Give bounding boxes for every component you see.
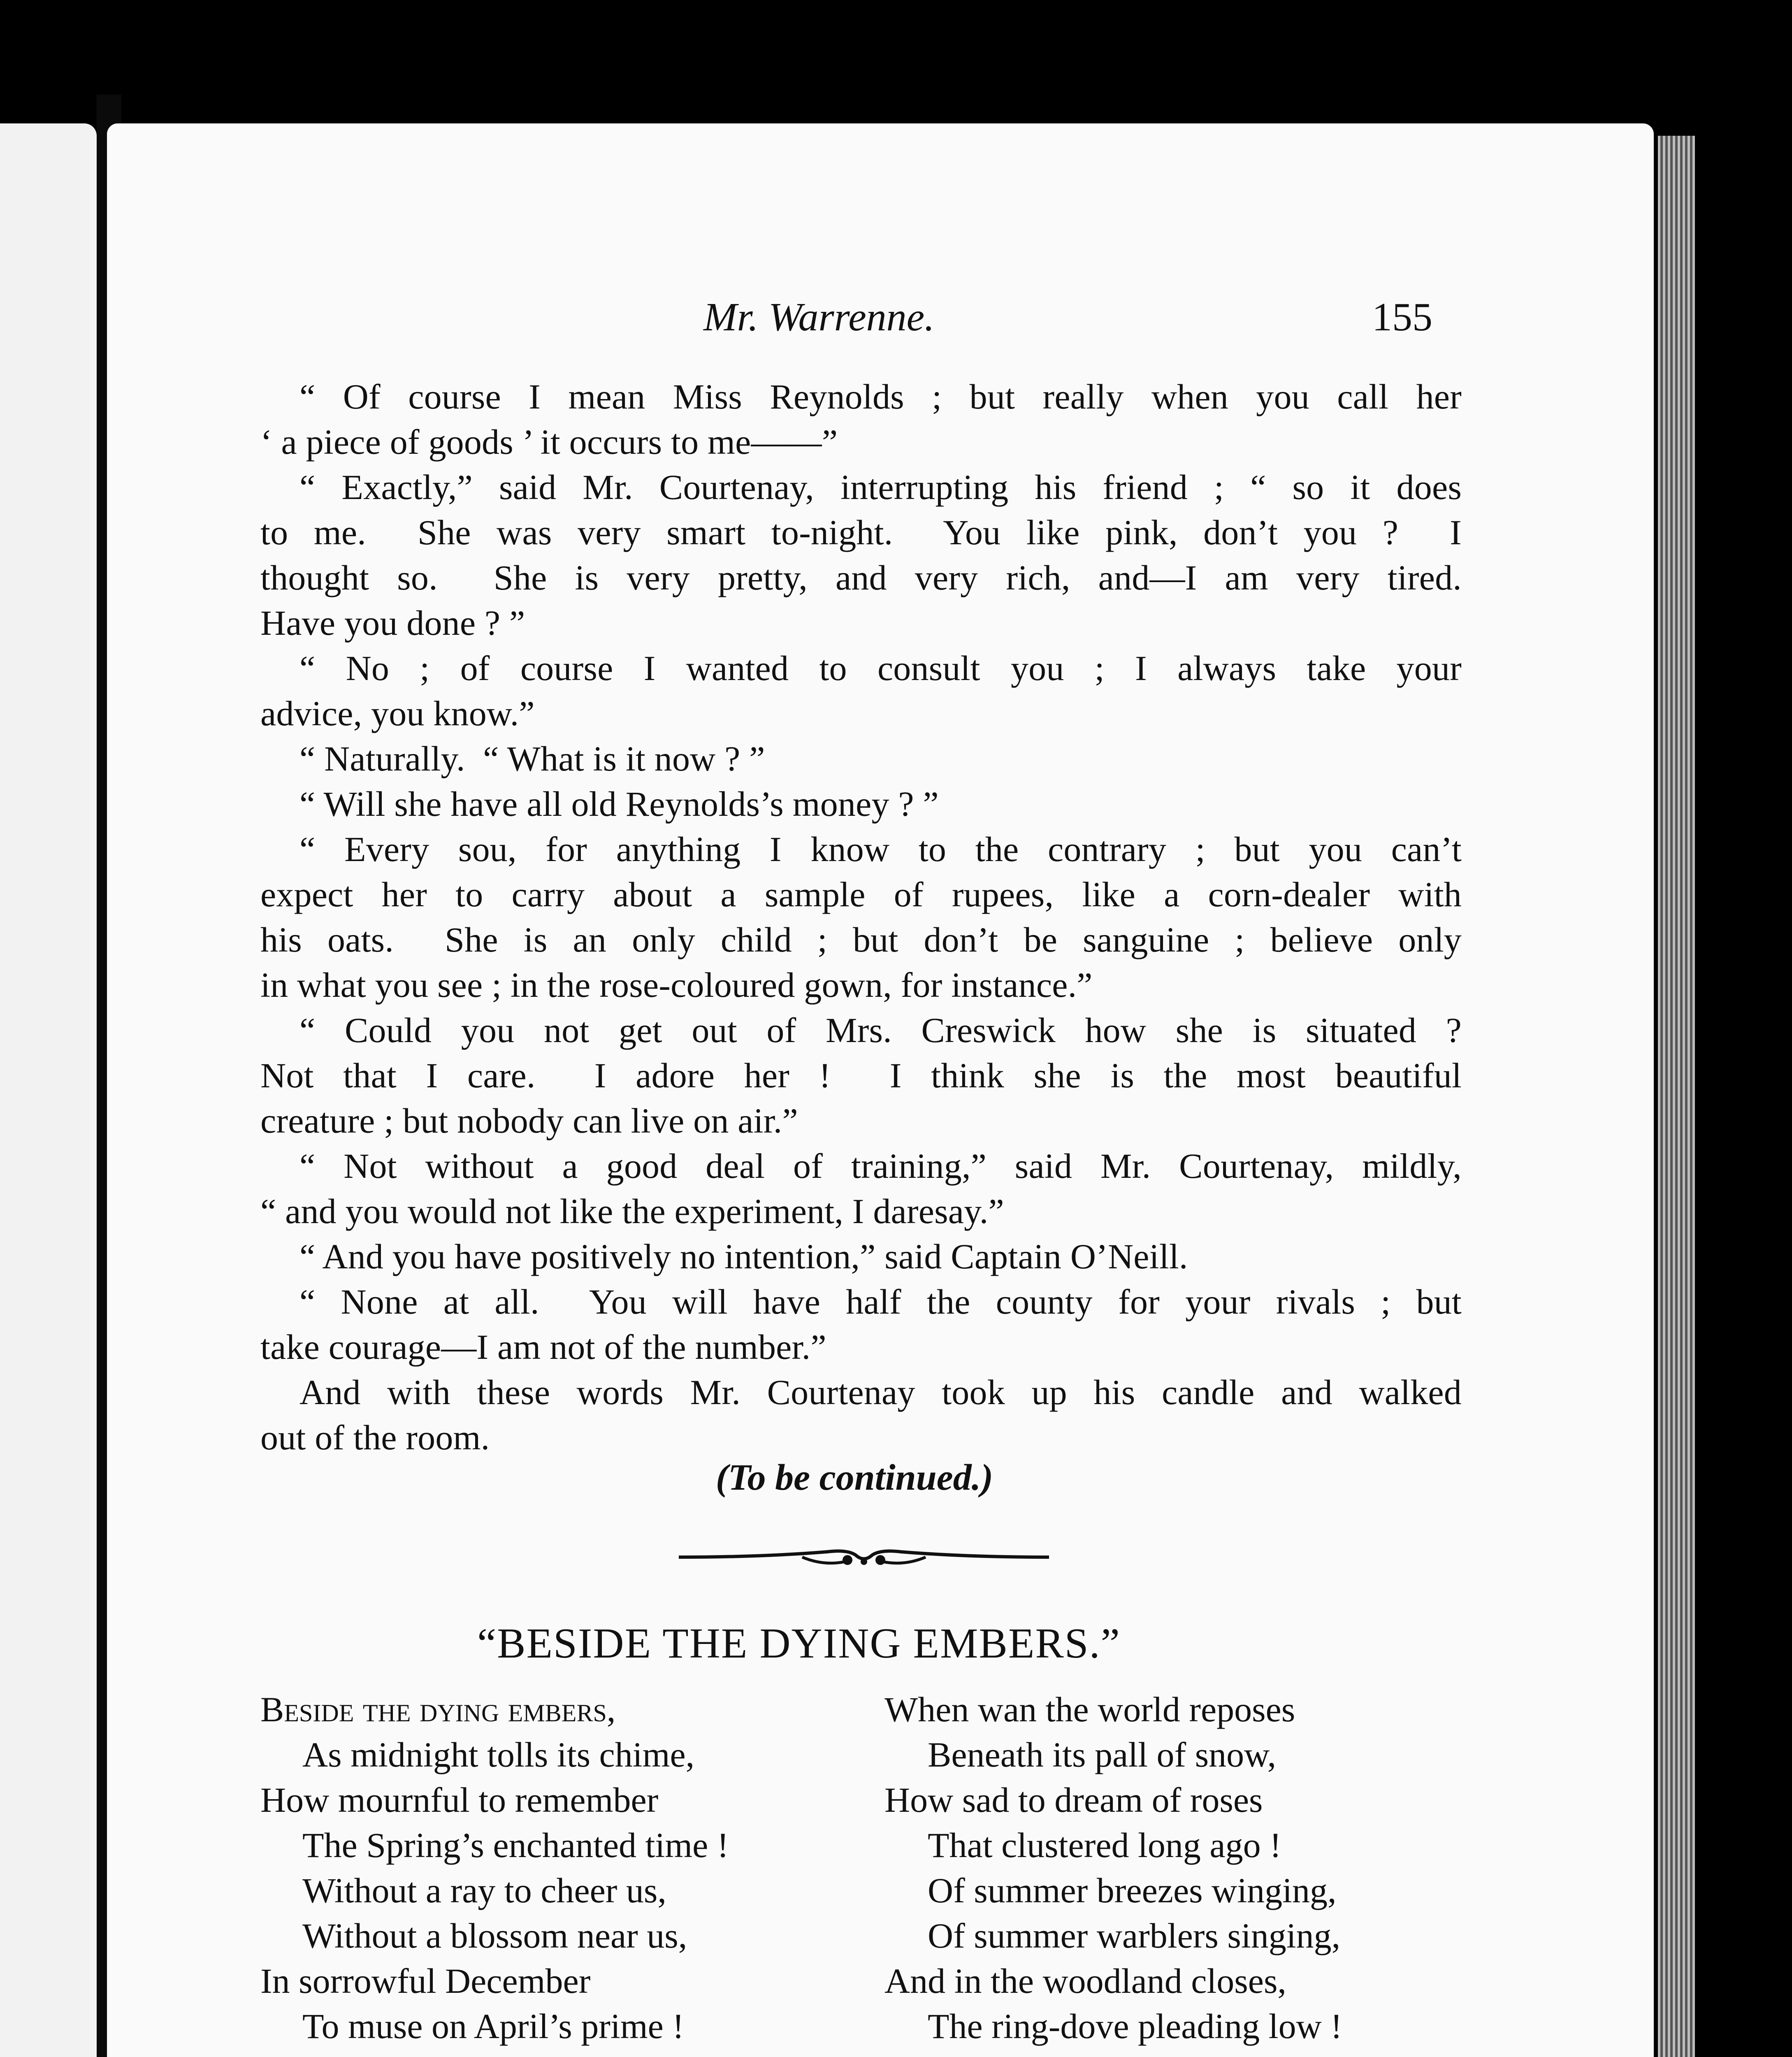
verse-line: In sorrowful December bbox=[260, 1961, 591, 2001]
verse-line: Beneath its pall of snow, bbox=[928, 1735, 1277, 1774]
prose-line: ‘ a piece of goods ’ it occurs to me——” bbox=[260, 422, 838, 462]
prose-line: “ None at all. You will have half the county for your rivals ; but bbox=[299, 1282, 1462, 1321]
prose-line: “ Naturally. “ What is it now ? ” bbox=[299, 739, 765, 778]
prose-line: “ and you would not like the experiment, I daresay.” bbox=[260, 1191, 1004, 1231]
verse-line: Of summer breezes winging, bbox=[928, 1871, 1337, 1910]
prose-line: Have you done ? ” bbox=[260, 603, 525, 643]
verse-line: Without a blossom near us, bbox=[302, 1916, 687, 1955]
running-title: Mr. Warrenne. bbox=[703, 295, 935, 339]
page-number: 155 bbox=[1372, 295, 1432, 339]
page-stack-edge bbox=[1658, 136, 1695, 2057]
prose-line: creature ; but nobody can live on air.” bbox=[260, 1101, 798, 1140]
verse-line: When wan the world reposes bbox=[884, 1690, 1295, 1729]
verse-line: The Spring’s enchanted time ! bbox=[302, 1825, 729, 1865]
prose-line: expect her to carry about a sample of rupees, like a corn-dealer with bbox=[260, 875, 1462, 914]
prose-line: “ No ; of course I wanted to consult you ; I always take your bbox=[299, 648, 1462, 688]
verse-line bbox=[260, 1689, 615, 1730]
verse-line: To muse on April’s prime ! bbox=[302, 2006, 684, 2046]
prose-line: out of the room. bbox=[260, 1418, 490, 1457]
verse-line: Of summer warblers singing, bbox=[928, 1916, 1341, 1955]
poem-title: “BESIDE THE DYING EMBERS.” bbox=[477, 1620, 1121, 1667]
verse-line: Without a ray to cheer us, bbox=[302, 1871, 666, 1910]
ornament-divider-icon bbox=[679, 1539, 1049, 1576]
verse-line: And in the woodland closes, bbox=[884, 1961, 1286, 2001]
prose-line: “ Not without a good deal of training,” said Mr. Courtenay, mildly, bbox=[299, 1146, 1462, 1186]
prose-line: Not that I care. I adore her ! I think she is the most beautiful bbox=[260, 1056, 1462, 1095]
verse-line: How mournful to remember bbox=[260, 1780, 659, 1820]
prose-line: And with these words Mr. Courtenay took up his candle and walked bbox=[299, 1372, 1462, 1412]
verse-line: As midnight tolls its chime, bbox=[302, 1735, 695, 1774]
to-be-continued-text: (To be continued.) bbox=[716, 1457, 993, 1498]
prose-line: his oats. She is an only child ; but don’t be sanguine ; believe only bbox=[260, 920, 1462, 959]
prose-line: “ Of course I mean Miss Reynolds ; but really when you call her bbox=[299, 377, 1462, 416]
verse-text: Beside the dying embers, bbox=[260, 1690, 616, 1729]
prose-line: “ Will she have all old Reynolds’s money ? ” bbox=[299, 784, 939, 824]
prose-line: thought so. She is very pretty, and very rich, and—I am very tired. bbox=[260, 558, 1462, 597]
verse-line: That clustered long ago ! bbox=[928, 1825, 1281, 1865]
prose-line: to me. She was very smart to-night. You like pink, don’t you ? I bbox=[260, 513, 1462, 552]
verse-line: How sad to dream of roses bbox=[884, 1780, 1263, 1820]
prose-line: “ Exactly,” said Mr. Courtenay, interrupting his friend ; “ so it does bbox=[299, 467, 1462, 507]
prose-line: “ Could you not get out of Mrs. Creswick how she is situated ? bbox=[299, 1010, 1462, 1050]
to-be-continued-note bbox=[716, 1456, 993, 1499]
left-page-edge bbox=[0, 123, 97, 2057]
prose-line: take courage—I am not of the number.” bbox=[260, 1327, 826, 1367]
prose-line: advice, you know.” bbox=[260, 694, 535, 733]
prose-line: in what you see ; in the rose-coloured gown, for instance.” bbox=[260, 965, 1093, 1005]
prose-line: “ Every sou, for anything I know to the contrary ; but you can’t bbox=[299, 829, 1462, 869]
verse-line: The ring-dove pleading low ! bbox=[928, 2006, 1342, 2046]
prose-line: “ And you have positively no intention,” said Captain O’Neill. bbox=[299, 1237, 1188, 1276]
